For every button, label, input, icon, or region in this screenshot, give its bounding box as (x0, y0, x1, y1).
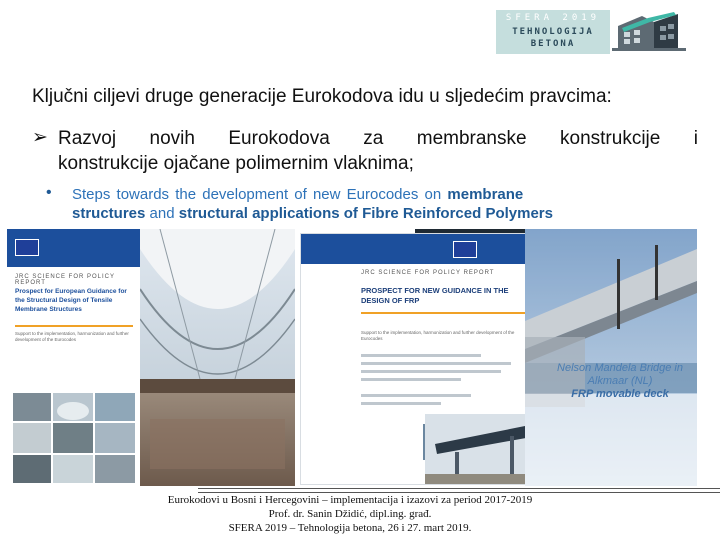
slide-footer (130, 493, 570, 535)
report-cover-membrane (7, 229, 141, 486)
eu-flag-icon (453, 241, 477, 258)
sub-bullet-bold-membrane: membrane (447, 186, 524, 203)
sub-bullet-bold-frp: structural applications of Fibre Reinforced Polymers (178, 205, 553, 222)
slide-heading: Ključni ciljevi druge generacije Eurokodova idu u sljedećim pravcima: (32, 86, 612, 107)
footer-line-2: Prof. dr. Sanin Džidić, dipl.ing. građ. (268, 508, 432, 520)
arrow-bullet-icon: ➢ (32, 127, 48, 148)
cover-body: Support to the implementation, harmonization and further development of the Eurocodes (361, 330, 515, 341)
cover-org: JRC SCIENCE FOR POLICY REPORT (15, 274, 115, 286)
cover-org: JRC SCIENCE FOR POLICY REPORT (361, 270, 495, 276)
eu-flag-icon (15, 239, 39, 256)
building-logo-icon (612, 8, 686, 52)
sub-bullet-normal-text: Steps towards the development of new Eurocodes on (72, 186, 448, 203)
logo-line-1: SFERA 2019 (505, 13, 601, 23)
cover-title: Prospect for European Guidance for the Structural Design of Tensile Membrane Structures (15, 288, 127, 313)
bridge-caption-line-1: Nelson Mandela Bridge in (557, 362, 683, 374)
cover-photo-grid (7, 349, 140, 486)
cover-header-bar (301, 234, 536, 264)
bridge-caption-line-3: FRP movable deck (571, 388, 669, 400)
logo-line-2: TEHNOLOGIJA (512, 27, 594, 37)
bullet-text-line-2: konstrukcije ojačane polimernim vlaknima; (58, 153, 414, 174)
cover-divider (361, 312, 531, 314)
bullet-text-line-1: Razvoj novih Eurokodova za membranske konstrukcije i (58, 128, 698, 149)
logo-line-3: BETONA (530, 39, 576, 49)
sfera-logo (496, 10, 610, 54)
sub-bullet-bold-structures: structures (72, 205, 146, 222)
bridge-caption (540, 362, 700, 401)
sub-bullet-line-2 (72, 205, 553, 222)
bridge-caption-line-2: Alkmaar (NL) (587, 375, 653, 387)
bridge-photo (525, 229, 697, 486)
cover-body: Support to the implementation, harmonization and further development of the Eurocodes (15, 331, 129, 342)
sub-bullet-dot: • (46, 184, 52, 201)
footer-line-1: Eurokodovi u Bosni i Hercegovini – implementacija i izazovi za period 2017-2019 (167, 494, 533, 506)
cover-divider (15, 325, 133, 327)
cover-title: PROSPECT FOR NEW GUIDANCE IN THE DESIGN OF FRP (361, 286, 509, 305)
sub-bullet-line-1 (72, 186, 523, 203)
stadium-canopy-photo (140, 229, 295, 486)
sub-bullet-and: and (145, 205, 179, 222)
footer-line-3: SFERA 2019 – Tehnologija betona, 26 i 27. mart 2019. (228, 522, 472, 534)
report-cover-frp (295, 229, 550, 486)
